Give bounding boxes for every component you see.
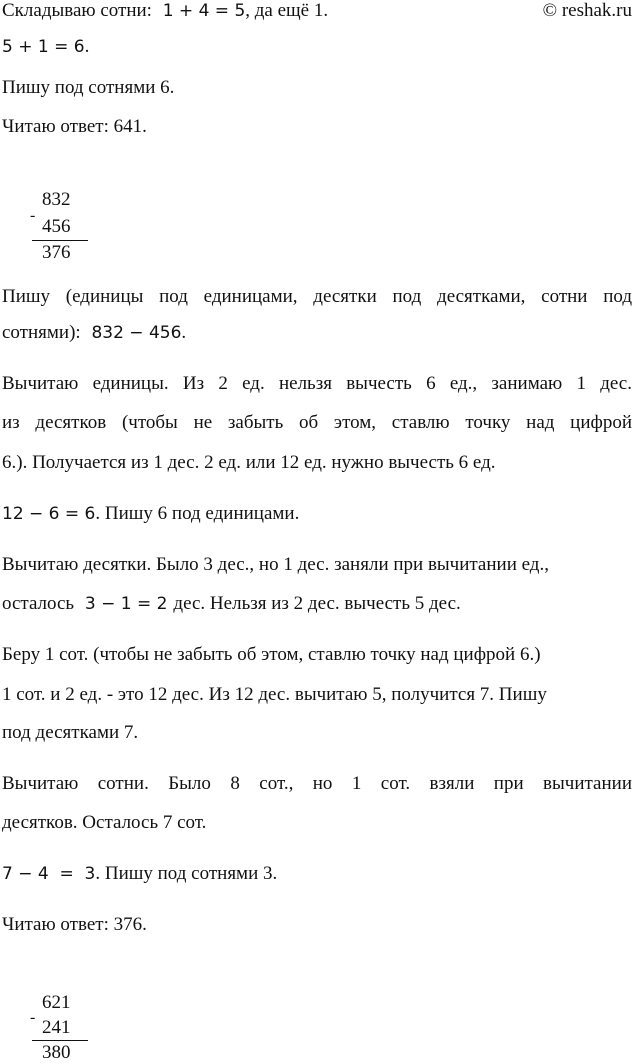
text: Пишу (единицы под единицами, десятки под десятками, сотни под xyxy=(2,286,632,307)
text-line-tens-2 xyxy=(2,593,461,615)
text-line-hundreds-1 xyxy=(2,773,632,795)
text-line-borrow-3: под десятками 7. xyxy=(2,722,139,743)
text: . xyxy=(181,322,187,343)
text: Складываю сотни: xyxy=(2,0,152,21)
text-line-hundreds-2: десятков. Осталось 7 сот. xyxy=(2,812,207,833)
math-expression: 832 − 456 xyxy=(91,323,182,343)
text: сотнями): xyxy=(2,322,81,343)
math-expression: 5 + 1 = 6 xyxy=(2,37,85,57)
math-expression: 3 − 1 = 2 xyxy=(84,594,168,614)
text-line-units-result xyxy=(2,503,299,525)
text-line-answer-641: Читаю ответ: 641. xyxy=(2,116,147,137)
text-line-tens-1: Вычитаю десятки. Было 3 дес., но 1 дес. заняли при вычитании ед., xyxy=(2,554,549,575)
text: Вычитаю сотни. Было 8 сот., но 1 сот. взяли при вычитании xyxy=(2,773,632,794)
text-line-write-hundreds: Пишу под сотнями 6. xyxy=(2,77,175,98)
text-line-units-2 xyxy=(2,412,632,434)
text-line-borrow-1: Беру 1 сот. (чтобы не забыть об этом, ставлю точку над цифрой 6.) xyxy=(2,644,541,665)
text-line-units-1 xyxy=(2,373,632,395)
text: . Пишу под сотнями 3. xyxy=(95,863,278,884)
difference: 380 xyxy=(42,1042,71,1063)
difference: 376 xyxy=(42,242,71,263)
subtrahend: 456 xyxy=(42,216,71,237)
subtrahend: 241 xyxy=(42,1017,71,1038)
text-line-answer-376: Читаю ответ: 376. xyxy=(2,914,147,935)
minus-sign: - xyxy=(30,1009,36,1026)
text: . xyxy=(84,36,90,57)
text-line-plus-one xyxy=(2,36,89,58)
text-line-borrow-2: 1 сот. и 2 ед. - это 12 дес. Из 12 дес. вычитаю 5, получится 7. Пишу xyxy=(2,684,547,705)
text: Вычитаю единицы. Из 2 ед. нельзя вычесть 6 ед., занимаю 1 дес. xyxy=(2,373,632,394)
result-line xyxy=(32,1040,88,1041)
minuend: 621 xyxy=(42,992,71,1013)
text-line-placement xyxy=(2,286,632,308)
text-line-expression xyxy=(2,322,186,344)
text: , да ещё 1. xyxy=(245,0,329,21)
text-line-hundreds-sum xyxy=(2,0,328,22)
minuend: 832 xyxy=(42,189,71,210)
math-expression: 12 − 6 = 6 xyxy=(2,504,96,524)
math-expression: 1 + 4 = 5 xyxy=(162,1,246,21)
text-line-hundreds-result xyxy=(2,863,277,885)
column-subtraction-1 xyxy=(30,189,100,267)
column-subtraction-2 xyxy=(30,992,100,1064)
watermark: © reshak.ru xyxy=(542,0,632,21)
text-line-units-3: 6.). Получается из 1 дес. 2 ед. или 12 ед. нужно вычесть 6 ед. xyxy=(2,452,496,473)
math-expression: 7 − 4 = 3 xyxy=(2,864,96,884)
text: дес. Нельзя из 2 дес. вычесть 5 дес. xyxy=(173,593,461,614)
text: . Пишу 6 под единицами. xyxy=(95,503,300,524)
result-line xyxy=(32,240,88,241)
text: осталось xyxy=(2,593,75,614)
minus-sign: - xyxy=(30,207,36,224)
text: из десятков (чтобы не забыть об этом, ставлю точку над цифрой xyxy=(2,412,632,433)
